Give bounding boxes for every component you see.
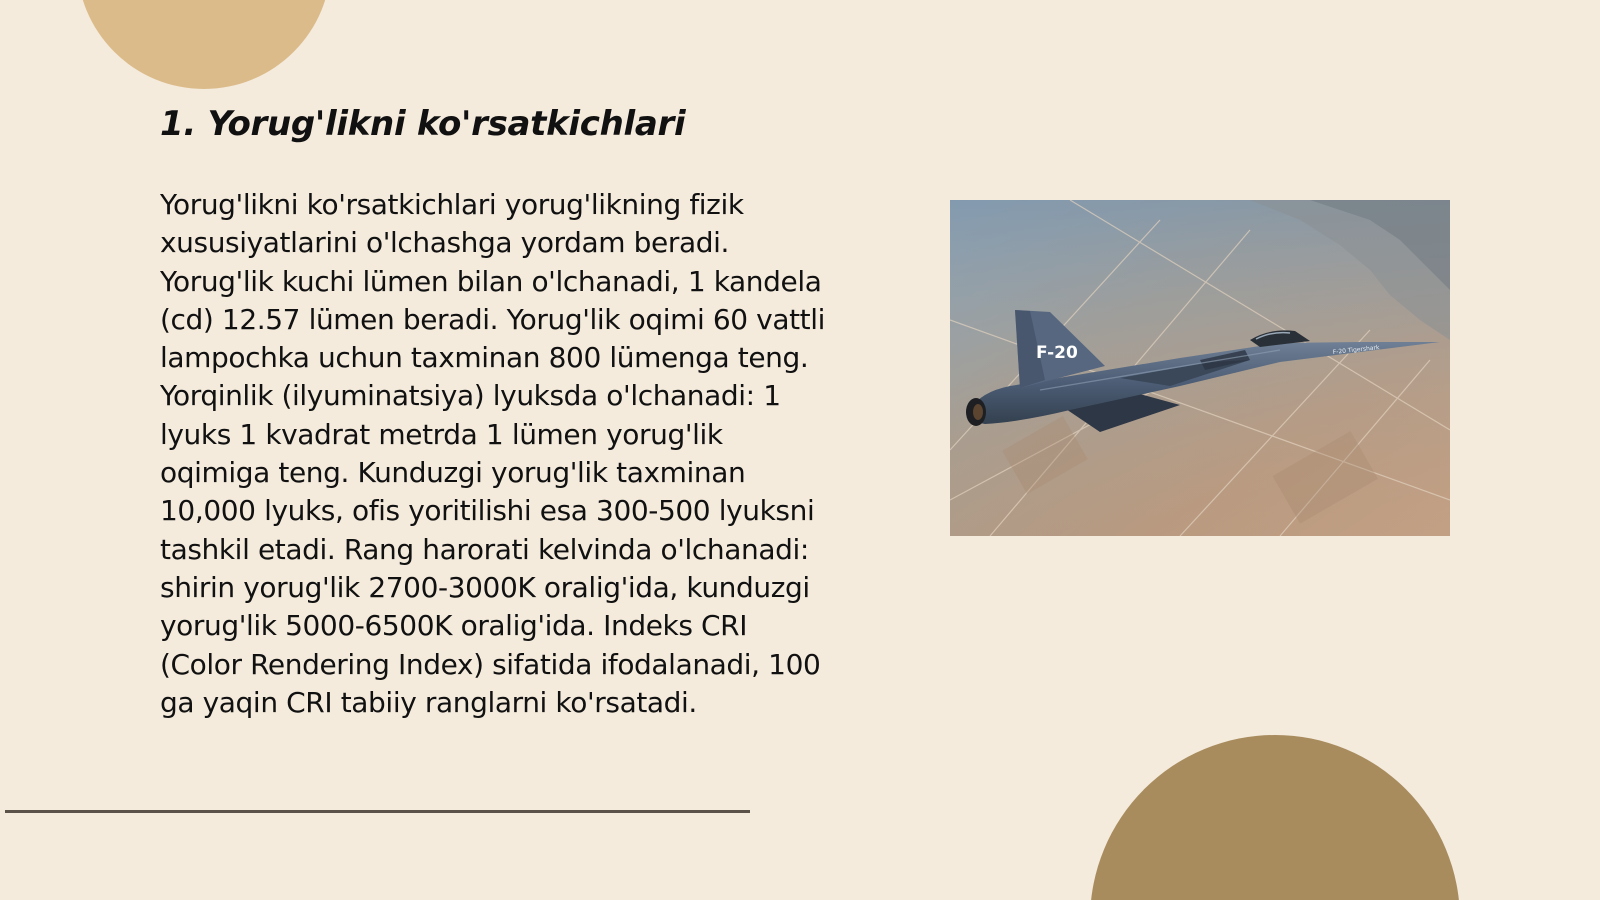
fuselage-marking: F-20 Tigershark	[1332, 344, 1380, 356]
decorative-divider-line	[5, 810, 750, 813]
slide-title: 1. Yorug'likni ko'rsatkichlari	[160, 104, 686, 144]
aircraft-photo	[950, 200, 1450, 536]
slide-body-text: Yorug'likni ko'rsatkichlari yorug'likning fizik xususiyatlarini o'lchashga yordam beradi. Yorug'lik kuchi lümen bilan o'lchanadi, 1 kandela (cd) 12.57 lümen beradi. Yorug'lik oqimi 60 vattli lampochka uchun taxminan 800 lümenga teng. Yorqinlik (ilyuminatsiya) lyuksda o'lchanadi: 1 lyuks 1 kvadrat metrda 1 lümen yorug'lik oqimiga teng. Kunduzgi yorug'lik taxminan 10,000 lyuks, ofis yoritilishi esa 300-500 lyuksni tashkil etadi. Rang harorati kelvinda o'lchanadi: shirin yorug'lik 2700-3000K oralig'ida, kunduzgi yorug'lik 5000-6500K oralig'ida. Indeks CRI (Color Rendering Index) sifatida ifodalanadi, 100 ga yaqin CRI tabiiy ranglarni ko'rsatadi.	[160, 188, 826, 719]
decorative-circle-bottom	[1090, 735, 1460, 900]
decorative-circle-top	[77, 0, 331, 89]
tail-marking: F-20	[1036, 343, 1078, 363]
